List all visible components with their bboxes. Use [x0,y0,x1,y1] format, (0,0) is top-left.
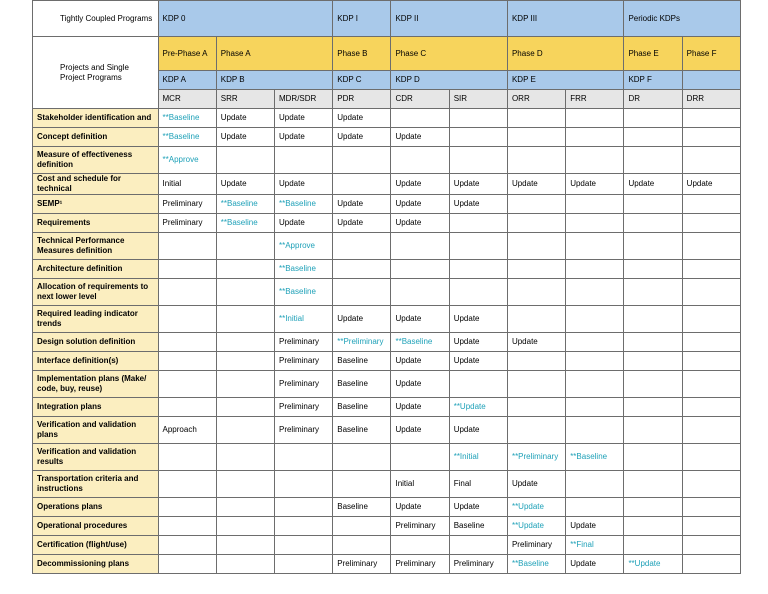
review-pdr: PDR [333,90,391,109]
table-cell [216,233,274,260]
row-label: Integration plans [33,398,159,417]
table-cell [682,471,740,498]
table-cell [333,233,391,260]
phase-d: Phase D [507,37,623,71]
table-cell: Initial [391,471,449,498]
table-cell: Preliminary [274,417,332,444]
row-label: Verification and validation plans [33,417,159,444]
table-cell [507,398,565,417]
table-cell: **Update [507,498,565,517]
table-cell [566,398,624,417]
row-label: Concept definition [33,128,159,147]
table-cell: **Preliminary [333,333,391,352]
table-cell [624,371,682,398]
kdp-group-2: KDP II [391,1,507,37]
kdp-group-1: KDP I [333,1,391,37]
table-cell [566,233,624,260]
table-cell [682,214,740,233]
table-cell [158,306,216,333]
table-cell [216,536,274,555]
table-cell: Baseline [449,517,507,536]
row-label: Technical Performance Measures definition [33,233,159,260]
table-cell: Update [566,555,624,574]
table-cell: Update [507,333,565,352]
table-cell [216,517,274,536]
table-cell [624,517,682,536]
table-cell: **Update [624,555,682,574]
table-cell [158,233,216,260]
table-cell [216,306,274,333]
review-drr: DRR [682,90,740,109]
table-cell [274,147,332,174]
table-row [33,471,741,498]
table-cell: Update [274,109,332,128]
table-cell [507,260,565,279]
table-cell [682,444,740,471]
program-type-single: Projects and Single Project Programs [33,37,159,109]
row-label: Stakeholder identification and [33,109,159,128]
table-cell: Update [333,306,391,333]
table-cell [449,214,507,233]
table-cell [624,352,682,371]
table-cell [566,195,624,214]
table-cell: **Update [507,517,565,536]
table-cell: Final [449,471,507,498]
table-cell [216,371,274,398]
table-cell: Update [449,195,507,214]
table-cell [566,109,624,128]
table-cell: Update [391,417,449,444]
table-cell: Update [333,109,391,128]
table-cell [391,233,449,260]
table-cell [507,128,565,147]
table-cell [449,260,507,279]
row-label: Verification and validation results [33,444,159,471]
table-cell [158,279,216,306]
table-cell: Update [507,471,565,498]
table-cell: **Approve [158,147,216,174]
table-cell: Update [449,174,507,195]
table-cell [333,147,391,174]
table-cell [216,260,274,279]
table-cell [507,214,565,233]
table-row [33,352,741,371]
table-cell: Update [624,174,682,195]
table-cell [682,333,740,352]
table-row [33,174,741,195]
table-cell: **Baseline [216,214,274,233]
table-cell: **Initial [274,306,332,333]
table-cell: Preliminary [274,371,332,398]
table-cell [624,195,682,214]
table-cell [449,279,507,306]
table-cell: Update [566,174,624,195]
table-cell [566,417,624,444]
row-label: Allocation of requirements to next lower level [33,279,159,306]
row-label: Certification (flight/use) [33,536,159,555]
table-cell: Baseline [333,352,391,371]
row-label: Architecture definition [33,260,159,279]
table-cell [624,147,682,174]
table-cell [507,417,565,444]
table-row [33,214,741,233]
table-cell: Update [274,128,332,147]
table-row [33,333,741,352]
table-cell [624,471,682,498]
table-cell: Update [333,128,391,147]
table-cell [333,536,391,555]
table-cell [158,471,216,498]
review-dr: DR [624,90,682,109]
table-cell [682,517,740,536]
table-cell: Preliminary [274,333,332,352]
review-srr: SRR [216,90,274,109]
table-cell [682,498,740,517]
kdp-a: KDP A [158,71,216,90]
table-cell: Update [274,214,332,233]
table-cell [391,536,449,555]
table-cell: Preliminary [391,555,449,574]
table-cell: Update [682,174,740,195]
table-cell [449,128,507,147]
table-cell: Update [449,417,507,444]
table-cell [333,279,391,306]
products-table-body [33,109,741,574]
table-cell [682,109,740,128]
table-row [33,371,741,398]
table-cell: **Baseline [391,333,449,352]
kdp-group-periodic: Periodic KDPs [624,1,741,37]
table-cell: Baseline [333,371,391,398]
phase-f: Phase F [682,37,740,71]
table-cell [507,233,565,260]
table-row [33,306,741,333]
table-cell [566,352,624,371]
row-label: Decommissioning plans [33,555,159,574]
table-cell [216,279,274,306]
table-cell [566,128,624,147]
table-cell [274,444,332,471]
table-cell [216,498,274,517]
table-cell: **Baseline [274,260,332,279]
table-row [33,279,741,306]
table-cell [624,214,682,233]
table-cell [507,195,565,214]
table-row [33,128,741,147]
table-cell [682,279,740,306]
table-row [33,233,741,260]
table-cell [624,109,682,128]
table-cell [216,352,274,371]
review-sir: SIR [449,90,507,109]
review-mcr: MCR [158,90,216,109]
table-cell [507,352,565,371]
kdp-b: KDP B [216,71,332,90]
table-cell: Preliminary [158,195,216,214]
kdp-e: KDP E [507,71,623,90]
table-cell: **Preliminary [507,444,565,471]
table-cell: **Baseline [507,555,565,574]
table-cell: **Approve [274,233,332,260]
table-cell [624,233,682,260]
table-cell [566,371,624,398]
row-label: Cost and schedule for technical [33,174,159,195]
table-cell: **Baseline [566,444,624,471]
table-cell [158,398,216,417]
table-cell [391,109,449,128]
table-cell: Approach [158,417,216,444]
table-cell [624,128,682,147]
table-cell: Update [449,498,507,517]
table-cell: Update [391,498,449,517]
table-cell [216,471,274,498]
table-cell: **Baseline [274,279,332,306]
table-cell [216,417,274,444]
phase-a: Phase A [216,37,332,71]
table-cell [333,444,391,471]
review-mdr-sdr: MDR/SDR [274,90,332,109]
table-cell [216,398,274,417]
table-cell: Preliminary [274,352,332,371]
table-cell [624,498,682,517]
table-cell [682,128,740,147]
table-cell [158,517,216,536]
table-cell [624,260,682,279]
table-cell: **Update [449,398,507,417]
table-cell [682,352,740,371]
table-cell: Update [391,352,449,371]
table-cell [449,147,507,174]
row-label: Operational procedures [33,517,159,536]
products-table [32,0,741,574]
table-cell [391,444,449,471]
table-cell [274,536,332,555]
table-cell [274,517,332,536]
table-cell [391,260,449,279]
table-cell [158,555,216,574]
table-cell: Baseline [333,417,391,444]
row-label: Operations plans [33,498,159,517]
table-cell [682,195,740,214]
table-row [33,195,741,214]
table-cell [624,398,682,417]
table-cell: Update [449,333,507,352]
table-cell: **Baseline [158,128,216,147]
phase-b: Phase B [333,37,391,71]
row-label: Measure of effectiveness definition [33,147,159,174]
kdp-group-3: KDP III [507,1,623,37]
row-label: Design solution definition [33,333,159,352]
table-cell [333,174,391,195]
table-cell [333,471,391,498]
table-cell [449,109,507,128]
kdp-f: KDP F [624,71,682,90]
table-cell [274,471,332,498]
row-label: Requirements [33,214,159,233]
table-cell: Update [391,195,449,214]
table-row [33,555,741,574]
table-cell: Update [391,214,449,233]
table-cell [507,109,565,128]
table-cell [566,333,624,352]
table-cell: Update [507,174,565,195]
table-cell [566,260,624,279]
table-cell [566,147,624,174]
phase-e: Phase E [624,37,682,71]
row-label: Required leading indicator trends [33,306,159,333]
table-cell [624,306,682,333]
table-cell: **Initial [449,444,507,471]
table-cell [391,279,449,306]
table-cell [216,555,274,574]
table-row [33,417,741,444]
table-cell: Update [391,398,449,417]
table-cell [682,536,740,555]
table-cell [158,536,216,555]
table-cell [216,147,274,174]
kdp-group-0: KDP 0 [158,1,333,37]
table-cell [566,471,624,498]
table-cell [158,333,216,352]
table-cell [391,147,449,174]
table-cell: Preliminary [158,214,216,233]
table-cell [274,498,332,517]
table-cell: Update [449,352,507,371]
table-cell: **Baseline [158,109,216,128]
table-cell: Update [216,109,274,128]
review-cdr: CDR [391,90,449,109]
table-cell [507,279,565,306]
table-cell: Baseline [333,398,391,417]
kdp-c: KDP C [333,71,391,90]
table-row [33,498,741,517]
table-row [33,109,741,128]
table-cell: Update [566,517,624,536]
table-cell [682,233,740,260]
table-cell [507,306,565,333]
table-cell [449,371,507,398]
table-cell [624,279,682,306]
table-row [33,398,741,417]
table-cell [449,536,507,555]
table-cell: Update [449,306,507,333]
row-label: Implementation plans (Make/ code, buy, reuse) [33,371,159,398]
table-cell [624,444,682,471]
table-cell [682,260,740,279]
table-cell: Update [274,174,332,195]
table-row [33,536,741,555]
table-cell [682,555,740,574]
table-cell [566,214,624,233]
table-cell [158,444,216,471]
table-cell [682,306,740,333]
table-cell [333,517,391,536]
table-cell [682,398,740,417]
row-label: SEMP¹ [33,195,159,214]
table-cell [624,333,682,352]
table-cell [507,147,565,174]
table-cell: Preliminary [449,555,507,574]
table-cell [507,371,565,398]
table-row [33,517,741,536]
review-orr: ORR [507,90,565,109]
table-cell [216,444,274,471]
table-cell [682,147,740,174]
table-cell [566,498,624,517]
table-cell [624,417,682,444]
table-cell: **Final [566,536,624,555]
table-row [33,260,741,279]
row-label: Interface definition(s) [33,352,159,371]
table-cell: Update [333,214,391,233]
review-frr: FRR [566,90,624,109]
table-cell [333,260,391,279]
table-cell [682,417,740,444]
table-cell: Preliminary [274,398,332,417]
table-row [33,147,741,174]
table-cell: Update [216,128,274,147]
program-type-coupled: Tightly Coupled Programs [33,1,159,37]
table-cell: Update [391,128,449,147]
phase-pre-a: Pre-Phase A [158,37,216,71]
row-label: Transportation criteria and instructions [33,471,159,498]
table-cell: Update [216,174,274,195]
table-cell: Update [391,371,449,398]
kdp-d: KDP D [391,71,507,90]
table-row [33,444,741,471]
table-cell [449,233,507,260]
table-cell [274,555,332,574]
table-cell: **Baseline [216,195,274,214]
table-cell: Update [391,174,449,195]
table-cell: **Baseline [274,195,332,214]
table-cell: Initial [158,174,216,195]
table-cell: Preliminary [333,555,391,574]
table-cell: Update [333,195,391,214]
table-cell [158,352,216,371]
table-cell: Update [391,306,449,333]
table-cell: Baseline [333,498,391,517]
table-cell [216,333,274,352]
table-cell: Preliminary [507,536,565,555]
table-cell [566,279,624,306]
table-cell [566,306,624,333]
table-cell [682,371,740,398]
kdp-blank [682,71,740,90]
table-cell: Preliminary [391,517,449,536]
table-cell [158,371,216,398]
table-cell [624,536,682,555]
table-cell [158,260,216,279]
table-cell [158,498,216,517]
phase-c: Phase C [391,37,507,71]
